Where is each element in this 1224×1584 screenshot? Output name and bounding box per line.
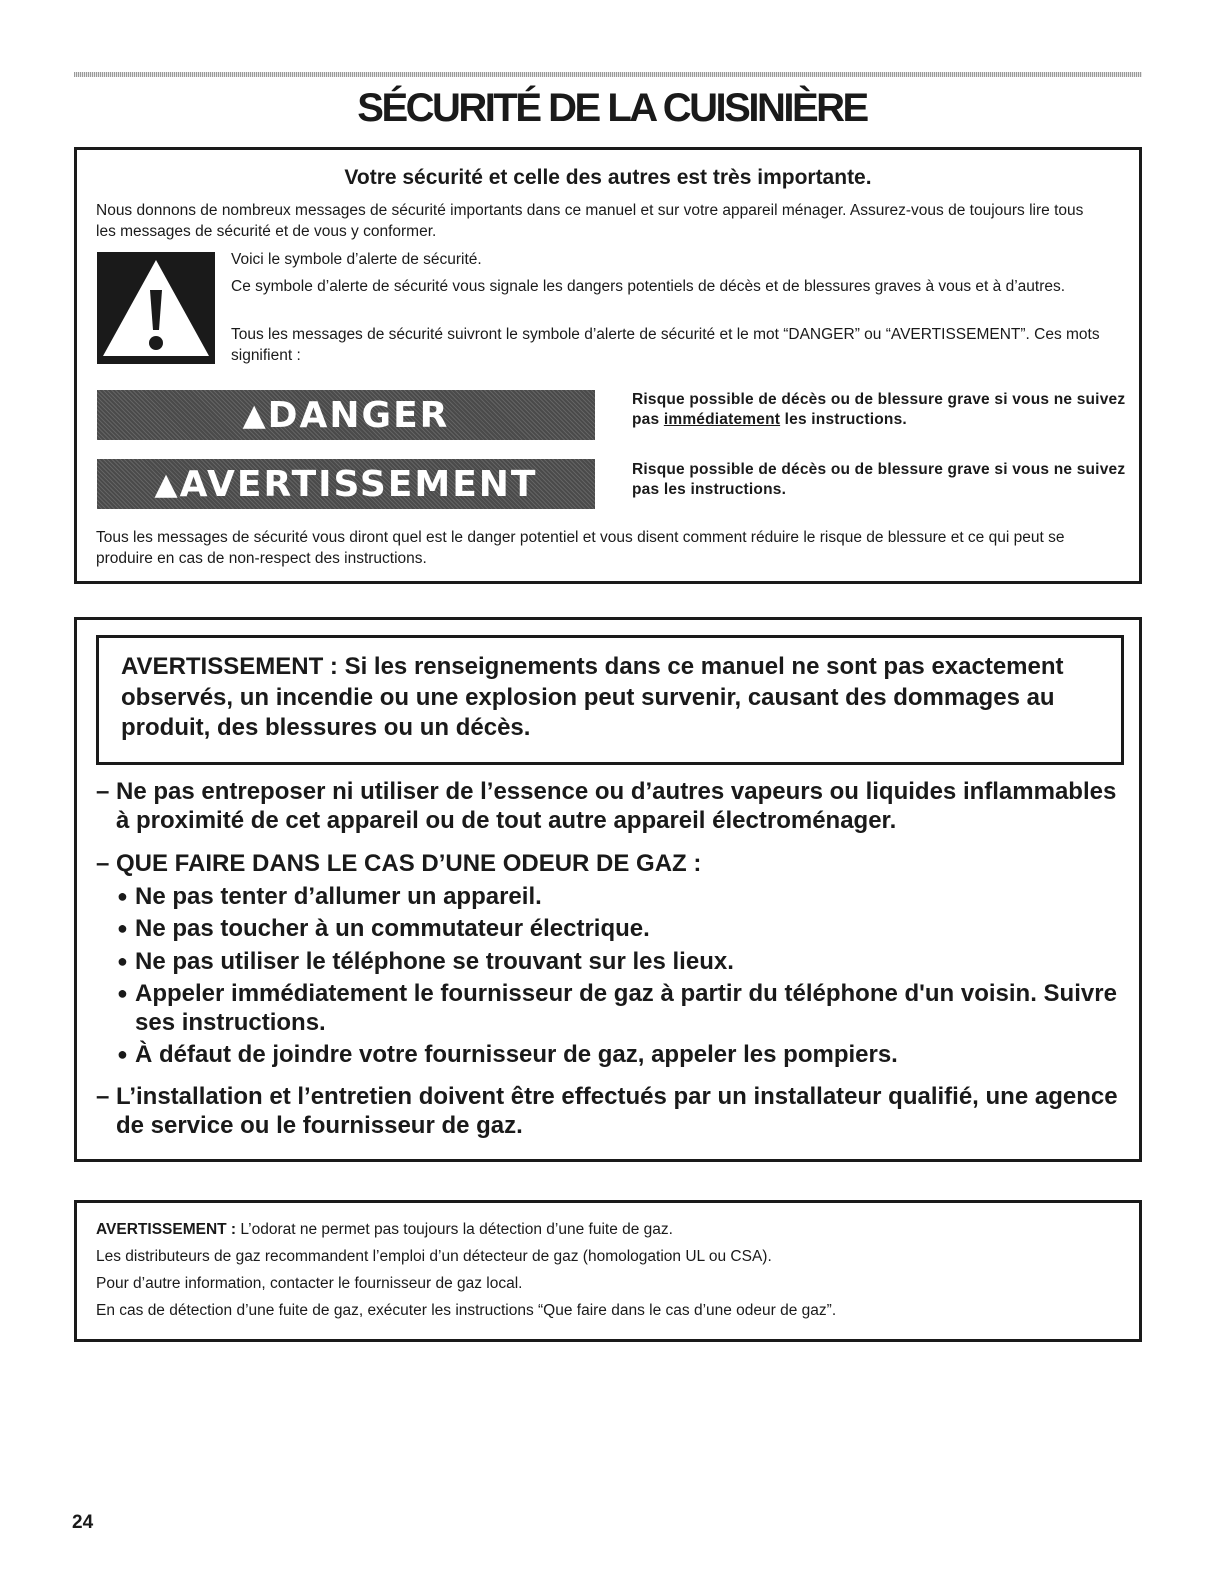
bullet-item: ● Appeler immédiatement le fournisseur de gaz à partir du téléphone d'un voisin. Suivre ses instructions. [117, 980, 1117, 1036]
warning-triangle-icon: ▲ [154, 466, 178, 502]
symbol-line-1: Voici le symbole d’alerte de sécurité. [231, 251, 482, 268]
page-title: SÉCURITÉ DE LA CUISINIÈRE [357, 86, 867, 130]
safety-footer: Tous les messages de sécurité vous diront quel est le danger potentiel et vous disent comment réduire le risque de blessure et ce qui peut se produire en cas de non-respect des instructions. [96, 529, 1065, 567]
danger-banner [97, 390, 595, 440]
bullet-item: ● Ne pas toucher à un commutateur électrique. [117, 915, 650, 942]
safety-intro: Nous donnons de nombreux messages de sécurité importants dans ce manuel et sur votre appareil ménager. Assurez-vous de toujours lire tous les messages de sécurité et de vous y conformer. [96, 202, 1084, 240]
odor-line-1: AVERTISSEMENT : L’odorat ne permet pas toujours la détection d’une fuite de gaz. [96, 1221, 673, 1238]
odor-line-4: En cas de détection d’une fuite de gaz, exécuter les instructions “Que faire dans le cas d’une odeur de gaz”. [96, 1302, 837, 1319]
danger-label: DANGER [267, 394, 450, 436]
symbol-line-3: Tous les messages de sécurité suivront le symbole d’alerte de sécurité et le mot “DANGER” ou “AVERTISSEMENT”. Ces mots signifient : [231, 326, 1100, 364]
odor-line-2: Les distributeurs de gaz recommandent l’emploi d’un détecteur de gaz (homologation UL ou CSA). [96, 1248, 772, 1265]
symbol-line-2: Ce symbole d’alerte de sécurité vous signale les dangers potentiels de décès et de blessures graves à vous et à d’autres. [231, 278, 1066, 295]
page-number: 24 [72, 1512, 94, 1533]
warning-triangle-icon: ▲ [242, 397, 266, 433]
bullet-icon: ● [117, 1044, 128, 1064]
warning-item-flammables: – Ne pas entreposer ni utiliser de l’essence ou d’autres vapeurs ou liquides inflammables à proximité de cet appareil ou de tout autre appareil électroménager. [96, 778, 1117, 834]
bullet-item: ● Ne pas utiliser le téléphone se trouvant sur les lieux. [117, 948, 734, 975]
warning-item-gas-odor: – QUE FAIRE DANS LE CAS D’UNE ODEUR DE GAZ : [96, 850, 702, 877]
gas-odor-box [74, 1200, 1142, 1342]
bullet-item: ● À défaut de joindre votre fournisseur de gaz, appeler les pompiers. [117, 1041, 898, 1068]
avertissement-banner [97, 459, 595, 509]
bullet-icon: ● [117, 983, 128, 1003]
safety-alert-icon [97, 252, 215, 364]
bullet-icon: ● [117, 886, 128, 906]
top-rule [74, 72, 1142, 77]
bullet-item: ● Ne pas tenter d’allumer un appareil. [117, 883, 542, 910]
bullet-icon: ● [117, 951, 128, 971]
safety-info-box [74, 147, 1142, 584]
bullet-icon: ● [117, 918, 128, 938]
explosion-warning: AVERTISSEMENT : Si les renseignements dans ce manuel ne sont pas exactement observés, un incendie ou une explosion peut survenir, causant des dommages au produit, des blessures ou un décès. [96, 635, 1124, 765]
gas-warning-box [74, 617, 1142, 1162]
odor-line-3: Pour d’autre information, contacter le fournisseur de gaz local. [96, 1275, 523, 1292]
safety-heading: Votre sécurité et celle des autres est très importante. [344, 166, 872, 189]
danger-description: Risque possible de décès ou de blessure grave si vous ne suivez pas immédiatement les instructions. [632, 391, 1126, 428]
avertissement-description: Risque possible de décès ou de blessure grave si vous ne suivez pas les instructions. [632, 461, 1126, 498]
warning-item-installation: – L’installation et l’entretien doivent être effectués par un installateur qualifié, une agence de service ou le fournisseur de gaz. [96, 1083, 1118, 1139]
avertissement-label: AVERTISSEMENT [179, 463, 538, 505]
